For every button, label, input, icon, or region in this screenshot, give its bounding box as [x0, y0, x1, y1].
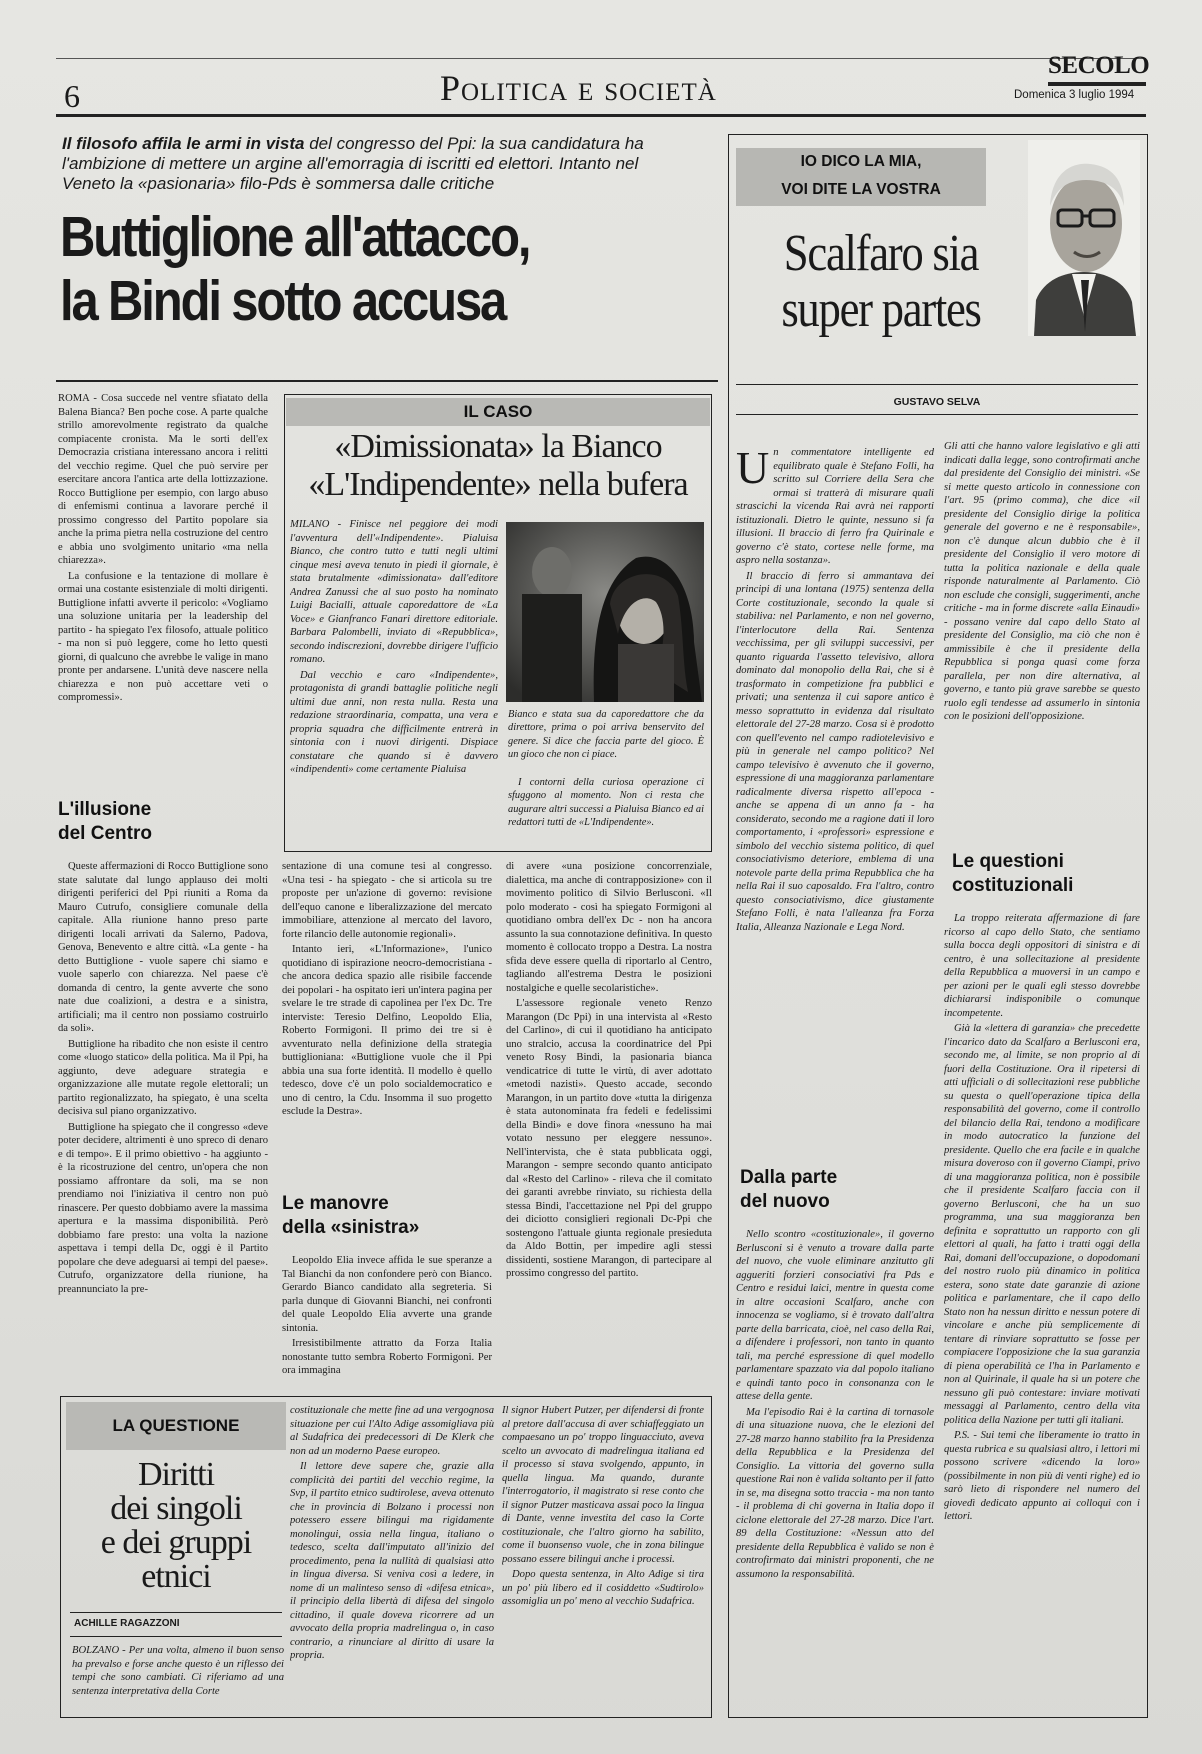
- la-questione-title: [66, 1458, 286, 1594]
- bianco-photo: [506, 522, 704, 702]
- paragraph: di avere «una posizione concorrenziale, dialettica, ma anche di contrapposizione» con il movimento politico di Silvio Berlusconi. «Il polo moderato - così ha spiegato Formigoni al quotidiano ombra dell'ex Dc - non ha ancora assunto la sua connotazione definitiva. In questo momento è collocato troppo a Destra. La nostra sfida deve essere quella di riportarlo al Centro, tagliando all'estrema Destra le posizioni nostalgiche e quelle secolaristiche».: [506, 861, 712, 994]
- paragraph-text: n commentatore intelligente ed equilibrato quale è Stefano Folli, ha scritto sul Corriere della Sera che ormai si tratterà di misurare quali strascichi la vicenda Rai avrà nei rapporti istituzionali. Dietro le quinte, nessuno si fa illusioni. Il braccio di ferro fra Quirinale e governo c'è stato, cortese nelle forme, ma aspro nella sostanza».: [736, 447, 934, 566]
- editorial-rule: [736, 384, 1138, 385]
- paragraph: Dopo questa sentenza, in Alto Adige si tira un po' più libero ed il cosiddetto «Sudtirolo» assomiglia un po' meno al vecchio Sudafrica.: [502, 1569, 704, 1607]
- la-questione-author: ACHILLE RAGAZZONI: [74, 1618, 180, 1629]
- editorial-col-b-bottom: [944, 912, 1140, 1708]
- paragraph: Nello scontro «costituzionale», il governo Berlusconi si è venuto a trovare dalla parte del nuovo, che vuole eliminare anzitutto gli aggueriti forzieri consociativi fra Pds e Centro e residui laici, mentre in questa come in altre occasioni Scalfaro, anche con innocenza se vogliamo, si è trovato dall'altra parte della barricata, cioè, nel caso della Rai, a difendere i professori, non tanto in quanto tali, ma perché espressione di quel modello parlamentare spazzato via dal popolo italiano e quindi tanto poco in consonanza con le attese della gente.: [736, 1229, 934, 1402]
- editorial-title-line1: Scalfaro sia: [783, 225, 979, 282]
- main-col2: [282, 860, 492, 1186]
- paragraph: L'assessore regionale veneto Renzo Marangon (Dc Ppi) in una intervista al «Resto del Carlino», di cui il quotidiano ha anticipato uno stralcio, accusa la coordinatrice del Ppi veneto Rosy Bindi, la pasionaria bianca vendicatrice di tutte le virtù, di aver adottato «metodi nazisti». Questo accade, secondo Marangon, in un partito dove «tutta la dirigenza è stata autonominata fra fedeli e fedelissimi della Bindi» e dove finora «nessuno ha mai votato nessuno per eleggere nessuno». Nell'intervista, che è stata pubblicata oggi, Marangon - sempre secondo quanto anticipato dal «Resto del Carlino» - rileva che il comitato dei garanti avrebbe rinviato, su richiesta della stessa Bindi, l'accettazione nel Ppi del gruppo dei diciotto consiglieri regionali Dc-Ppi che sostengono l'attuale giunta regionale presieduta da Aldo Bottin, per impedire agli stessi dissidenti, sostiene Marangon, di partecipare al prossimo congresso del partito.: [506, 998, 712, 1279]
- paragraph: P.S. - Sui temi che liberamente io tratto in questa rubrica e su qualsiasi altro, i lettori mi possono scrivere «dicendo la loro» (possibilmente in non più di venti righe) ed io sarò lieto di rispondere nel numero del giovedì dedicato appunto ai colloqui con i lettori.: [944, 1430, 1140, 1522]
- paragraph: costituzionale che mette fine ad una vergognosa situazione per cui l'Alto Adige assomigliava più al Sudafrica dei predecessori di De Klerk che non ad un moderno Paese europeo.: [290, 1405, 494, 1457]
- subhead-line: del Centro: [58, 823, 152, 844]
- paragraph: Gli atti che hanno valore legislativo e gli atti indicati dalla legge, sono controfirmati anche dal presidente del Consiglio dei ministri. «Se si mette questo articolo in connessione con l'art. 95 (primo comma), che dice «il presidente del Consiglio dirige la politica generale del governo e ne è responsabile», non c'è dunque alcun dubbio che è il presidente del Consiglio il vero motore di tutta la politica nazionale e della quale risponde naturalmente al Parlamento. Ciò non esclude che consigli, suggerimenti, anche critiche - ma in forme discrete «alla Einaudi» - possano venire dal capo dello Stato al presidente del Consiglio, ma ciò che non è ammissibile è che il presidente della Repubblica si ponga quasi come forza parallela, per non dire alternativa, al governo, e tanto più grave sarebbe se questo ruolo egli tendesse ad assumerlo in sintonia con le posizioni dell'opposizione.: [944, 441, 1140, 722]
- paragraph: [736, 446, 934, 568]
- paragraph: Irresistibilmente attratto da Forza Italia nonostante tutto sembra Roberto Formigoni. Per ora immagina: [282, 1338, 492, 1376]
- subhead-line: Le questioni: [952, 851, 1064, 872]
- kicker-text: del congresso del Ppi: la sua candidatura ha l'ambizione di mettere un argine all'emorragia di iscritti ed elettori. Intanto nel Veneto la «pasionaria» filo-Pds è sommersa dalle critiche: [62, 134, 644, 193]
- il-caso-text: [290, 518, 498, 844]
- subhead-line: del nuovo: [740, 1191, 830, 1212]
- paragraph: Il lettore deve sapere che, grazie alla complicità dei partiti del vecchio regime, la Svp, il partito etnico sudtirolese, aveva ottenuto che in provincia di Bolzano i processi non potessero essere bilingui ma rigidamente monolingui, ossia nella lingua, italiano o tedesco, scelta dall'imputato all'inizio del procedimento, pena la nullità di qualsiasi atto in lingua diversa. Si veniva così a ledere, in nome di un malinteso senso di «difesa etnica», il principio della libertà di difesa del singolo cittadino, il quale doveva ricorrere ad un avvocato della propria madrelingua o, in caso contrario, a rinunciare al diritto di usare la propria.: [290, 1461, 494, 1661]
- subhead-line: della «sinistra»: [282, 1217, 420, 1238]
- paragraph: sentazione di una comune tesi al congresso. «Una tesi - ha spiegato - che si articola su tre proposte per un'azione di governo: revisione dell'equo canone e liberalizzazione del mercato immobiliare, attenzione al mercato del lavoro, forte rilancio delle autonomie regionali».: [282, 861, 492, 940]
- editorial-tag: [736, 148, 986, 206]
- la-questione-col2: [290, 1404, 494, 1710]
- paragraph: Leopoldo Elia invece affida le sue speranze a Tal Bianchi da non confondere però con Bianco. Gerardo Bianco candidato alla segreteria. Si parla dunque di Giovanni Bianchi, nei confronti del quale Leopoldo Elia avverte una grande sintonia.: [282, 1255, 492, 1334]
- paragraph: MILANO - Finisce nel peggiore dei modi l'avventura dell'«Indipendente». Pialuisa Bianco, che contro tutto e tutti negli ultimi cinque mesi aveva tenuto in piedi il giornale, è stata brutalmente «dimissionata» dall'editore Andrea Zanussi che al suo posto ha nominato Luigi Bacialli, attuale caporedattore de «La Voce» e Gianfranco Fanari direttore editoriale. Barbara Palombelli, inviato di «Repubblica», secondo indiscrezioni, dovrebbe dirigere l'ufficio romano.: [290, 519, 498, 665]
- paragraph: Queste affermazioni di Rocco Buttiglione sono state salutate dal lungo applauso dei molti dirigenti periferici del Ppi riuniti a Roma da Mauro Cutrufo, consigliere comunale della capitale. Alla riunione hanno preso parte dirigenti locali arrivati da Salerno, Padova, Genova, Benevento e altre città. «La gente - ha detto Buttiglione - vuole sapere chi siamo e vuole saperlo con chiarezza. Nel paese c'è domanda di centro, la gente avverte che sono nate due coalizioni, a destra e a sinistra, artificiali; ma il centro non possiamo costruirlo da soli».: [58, 861, 268, 1034]
- kicker-lead: Il filosofo affila le armi in vista: [62, 134, 305, 153]
- editorial-author: GUSTAVO SELVA: [893, 396, 981, 408]
- selva-portrait-image: [1028, 140, 1140, 336]
- main-col1-top: [58, 392, 268, 784]
- masthead-logo: SECOLO: [1048, 52, 1150, 79]
- subhead-line: L'illusione: [58, 799, 152, 820]
- title-line: e dei gruppi: [100, 1524, 252, 1561]
- main-col3: [506, 860, 712, 1380]
- title-line: etnici: [141, 1558, 211, 1595]
- editorial-title-line2: super partes: [781, 281, 981, 338]
- la-questione-col3: [502, 1404, 704, 1710]
- subhead-illusione: [58, 798, 152, 846]
- paragraph: Ma l'episodio Rai è la cartina di tornasole di una situazione nuova, che le elezioni del 27-28 marzo hanno stabilito fra la Presidenza della Repubblica e la Presidenza del Consiglio. La vittoria del governo sulla questione Rai non è valida soltanto per il fatto in se, ma disegna sotto traccia - ma non tanto - il problema di chi governa in Italia dopo il ciclone elettorale del 27-28 marzo. Dice l'art. 89 della Costituzione: «Nessun atto del presidente della Repubblica è valido se non è controfirmato dai ministri proponenti, che ne assumono la responsabilità.: [736, 1406, 934, 1580]
- subhead-dalla-parte: [740, 1166, 837, 1214]
- editorial-col-a: [736, 446, 934, 1180]
- main-headline: [60, 205, 610, 333]
- editorial-col-a-bottom: [736, 1228, 934, 1708]
- paragraph: La confusione e la tentazione di mollare è ormai una costante esistenziale di molti dirigenti. Buttiglione infatti avverte il pericolo: «Vogliamo una soluzione unitaria per la leadership del partito - ha spiegato l'ex filosofo, attuale politico - ma non si può leggere, come ho letto questi giorni, di qualcuno che avrebbe le valige in mano pronte per andarsene. L'unità deve nascere nella chiarezza e non può accettare veti o compromessi».: [58, 570, 268, 703]
- la-questione-col1: [72, 1644, 284, 1710]
- paragraph: Già la «lettera di garanzia» che precedette l'incarico dato da Scalfaro a Berlusconi era, secondo me, al limite, se non proprio al di fuori della Costituzione. Ora il ripetersi di atti ufficiali o di sollecitazioni rese pubbliche su questa o quell'operazione tipica della responsabilità del governo, come il controllo del bilancio della Rai, tendono a modificare in modo autocratico la funzione del presidente. Quello che era facile e in qualche misura doveroso con il governo Ciampi, privo di una maggioranza politica, non è possibile che il presidente Scalfaro faccia con il governo Berlusconi, che ha un suo programma, una sua maggioranza ben definita e soprattutto un rapporto con gli elettori al quali, ha fatto i tratti oggi della Rai, domani dell'occupazione, o dopodomani del nostro ruolo più dinamico in politica estera, sono state date garanzie di azione politica e parlamentare, che il capo dello Stato non ha nessun diritto e nessun potere di vincolare e anche più semplicemente di tentare di rinviare soprattutto se fosse per compiacere l'opposizione che la sua garanzia di piena operabilità ce l'ha in Parlamento e non al Quirinale, il quale ha sì un potere che nessuno gli può contestare: inviare motivati messaggi al Parlamento, centro della vita politica della Nazione per tutti gli italiani.: [944, 1023, 1140, 1426]
- questione-rule: [70, 1612, 282, 1613]
- title-line: Diritti: [137, 1456, 215, 1493]
- issue-date: Domenica 3 luglio 1994: [1014, 89, 1135, 101]
- top-rule: [56, 58, 1146, 59]
- questione-rule-2: [70, 1636, 282, 1637]
- editorial-tag-line1: IO DICO LA MIA,: [800, 153, 922, 170]
- il-caso-caption-2: I contorni della curiosa operazione ci sfuggono al momento. Non ci resta che augurare altri successi a Pialuisa Bianco ed ai redattori tutti de «L'Indipendente».: [508, 777, 704, 829]
- paragraph: ROMA - Cosa succede nel ventre sfiatato della Balena Bianca? Ben poche cose. A parte qualche strillo amorevolmente registrato da qualche compiacente cronista. Ma le sorti dell'ex Democrazia cristiana interessano ancora i relitti del vecchio regime. Quel che può servire per esercitare ancora l'antica arte della lottizzazione. Rocco Buttiglione per esempio, con largo abuso di enfemismi continua a lavorare perché il prossimo congresso del Partito popolare sia anche la prima pietra nella costruzione del centro e abbia uno svolgimento unitario «ma nella chiarezza».: [58, 393, 268, 566]
- il-caso-title-line2: «L'Indipendente» nella bufera: [308, 466, 688, 503]
- la-questione-tag: LA QUESTIONE: [66, 1402, 286, 1450]
- main-col1-bottom: [58, 860, 268, 1380]
- subhead-line: Le manovre: [282, 1193, 389, 1214]
- paragraph: Il braccio di ferro si ammantava dei principi di una lontana (1975) sentenza della Corte costituzionale, secondo la quale si stabiliva: nel Parlamento, e non nel governo, l'interlocutore della Rai. Sentenza vecchissima, per gli sviluppi successivi, per quanto riguarda l'assetto televisivo, allora dominato dal monopolio della Rai, che si è trasformato in competizione fra pubblici e privati; una sentenza il cui sapore antico è messo soprattutto in evidenza dal risultato elettorale del 27-28 marzo. Cosa si è prodotto con quell'evento nel campo radiotelevisivo e più in generale nel campo politico? Nel campo televisivo è avvenuto che il governo, espressione di una maggioranza parlamentare radicalmente diversa rispetto all'epoca - anche se appena di un anno fa - ha considerato, secondo me a ragione dati il loro comportamento, i «professori» espressione e simbolo del vecchio sistema politico, di quel consociativismo deteriore, emblema di una notevole parte della prima Repubblica che ha nella Rai il suo caposaldo. Fra l'altro, contro questo consociativismo, dice giustamente Stefano Folli, è nata l'alleanza fra Forza Italia, Alleanza Nazionale e Lega Nord.: [736, 570, 934, 933]
- editorial-rule-2: [736, 414, 1138, 415]
- paragraph: Intanto ieri, «L'Informazione», l'unico quotidiano di ispirazione neocro-democristiana - che ancora dedica spazio alle risibile faccende dei popolari - ha ospitato ieri un'intera pagina per svelare le tre strade di capolinea per l'ex Dc. Tre interviste: Teresio Delfino, Leopoldo Elia, Roberto Formigoni. Il primo dei tre si è avventurato nella definizione della strategia buttiglioniana: «Buttiglione vuole che il Ppi abbia una sua forte identità. Il modello è quello tedesco, dove c'è un polo socialdemocratico e uno di centro, la Cdu. Insomma il suo progetto esclude la Destra».: [282, 944, 492, 1117]
- paragraph: Dal vecchio e caro «Indipendente», protagonista di grandi battaglie politiche negli ultimi due anni, non resta nulla. Resta una redazione straordinaria, compatta, una vera e propria squadra che difficilmente entrerà in sintonia con i nuovi dirigenti. Dispiace constatare che quando si è davvero «indipendenti» come certamente Pialuisa: [290, 669, 498, 775]
- selva-photo: [1028, 140, 1140, 336]
- editorial-col-b: [944, 440, 1140, 846]
- il-caso-title-line1: «Dimissionata» la Bianco: [334, 428, 662, 465]
- paragraph: Buttiglione ha spiegato che il congresso «deve poter decidere, altrimenti è uno spreco di denaro e di tempo». E il primo obiettivo - ha aggiunto - è la ricostruzione del centro, un'opera che non possiamo affrontare da soli, ma se non prendiamo noi l'iniziativa il centro non può rinascere. Per questo dobbiamo avere la massima apertura e la massima disponibilità. Però dobbiamo fare presto: una volta la nazione aspettava i tempi della Dc, oggi è il Partito popolare che deve adeguarsi ai tempi del paese». Cutrufo, organizzatore della riunione, ha preannunciato la pre-: [58, 1121, 268, 1295]
- portrait-photo-image: [506, 522, 704, 702]
- drop-cap: U: [736, 446, 770, 493]
- masthead-underline: [1048, 82, 1146, 86]
- page-number: 6: [64, 78, 80, 114]
- headline-rule: [56, 380, 718, 382]
- editorial-title: [756, 226, 1005, 338]
- paragraph: Il signor Hubert Putzer, per difendersi di fronte al pretore dall'accusa di aver schiaffeggiato un compaesano un po' troppo linguacciuto, aveva scelto un avvocato di madrelingua italiana ed il processo si stava svolgendo, appunto, in quella lingua. Ma quando, durante l'interrogatorio, il magistrato si rese conto che il signor Putzer masticava assai poco la lingua di Dante, venne investita del caso la Corte costituzionale, che l'altro giorno ha sabilito, come il buonsenso vuole, che in zona bilingue possano essere bilingui anche i processi.: [502, 1405, 704, 1565]
- header-rule: [56, 114, 1146, 117]
- main-col2-bottom: [282, 1254, 492, 1380]
- section-title: Politica e società: [440, 68, 717, 108]
- title-line: dei singoli: [110, 1490, 242, 1527]
- il-caso-caption: Bianco e stata sua da caporedattore che da direttore, prima o poi arriva benservito del genere. Si dice che faccia parte del gioco. È un gioco che non ci piace.: [508, 709, 704, 761]
- subhead-line: costituzionali: [952, 875, 1074, 896]
- il-caso-title: [288, 428, 708, 504]
- il-caso-tag: IL CASO: [286, 398, 710, 426]
- headline-line-1: Buttiglione all'attacco,: [60, 205, 530, 269]
- subhead-line: Dalla parte: [740, 1167, 838, 1188]
- subhead-manovre: [282, 1192, 419, 1240]
- main-kicker: [62, 134, 652, 194]
- paragraph: Buttiglione ha ribadito che non esiste il centro come «luogo statico» della politica. Ma il Ppi, ha aggiunto, deve adeguare strategia e organizzazione alle mutate regole elettorali; un partito regionalizzato, ha spiegato, è una scelta decisiva sul piano organizzativo.: [58, 1038, 268, 1117]
- subhead-questioni: [952, 850, 1073, 898]
- headline-line-2: la Bindi sotto accusa: [60, 269, 506, 333]
- paragraph: La troppo reiterata affermazione di fare ricorso al capo dello Stato, che sentiamo sulla bocca degli oppositori di sinistra e di centro, è una sollecitazione al presidente della Repubblica a muoversi in un campo e per azioni per le quali egli stesso dovrebbe dichiararsi indisponibile o comunque incompetente.: [944, 913, 1140, 1019]
- editorial-tag-line2: VOI DITE LA VOSTRA: [781, 181, 941, 198]
- paragraph: BOLZANO - Per una volta, almeno il buon senso ha prevalso e forse anche questo è un riflesso dei tempi che sono cambiati. Ci riferiamo ad una sentenza interpretativa della Corte: [72, 1645, 284, 1697]
